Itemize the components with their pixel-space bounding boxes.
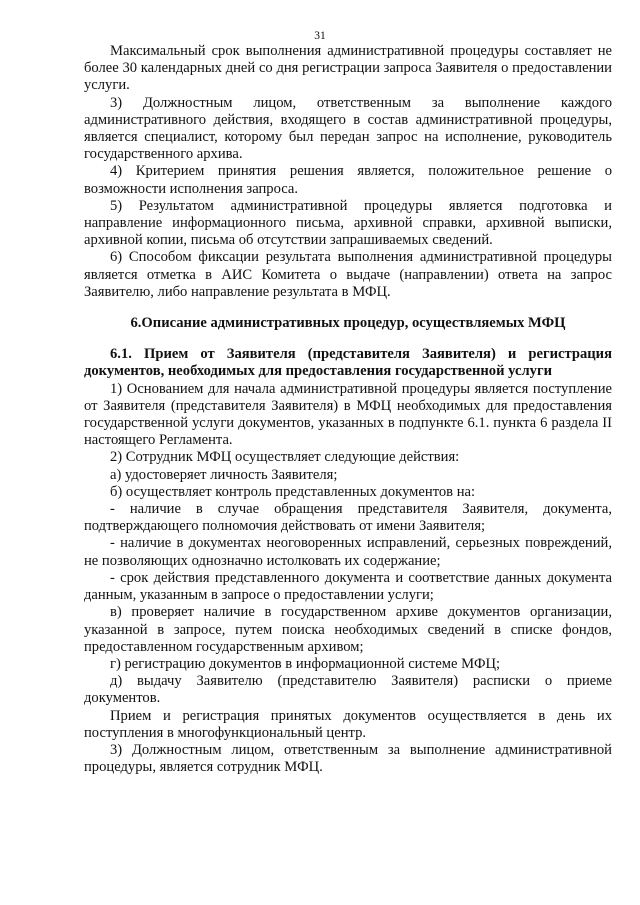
list-item-corrections-damage: - наличие в документах неоговоренных исправлений, серьезных повреждений, не позволяющих однозначно истолковать их содержание; [84, 535, 612, 569]
list-item-identity-check: а) удостоверяет личность Заявителя; [110, 466, 338, 483]
subsection-heading: 6.1. Прием от Заявителя (представителя Заявителя) и регистрация документов, необходимых для предоставления государственной услуги [84, 346, 612, 380]
paragraph-same-day-registration: Прием и регистрация принятых документов осуществляется в день их поступления в многофункциональный центр. [84, 707, 612, 741]
document-body [84, 43, 612, 776]
list-item-receipt: д) выдачу Заявителю (представителю Заявителя) расписки о приеме документов. [84, 673, 612, 707]
list-item-document-control: б) осуществляет контроль представленных документов на: [110, 483, 476, 500]
paragraph-mfc-actions: 2) Сотрудник МФЦ осуществляет следующие действия: [110, 449, 460, 466]
list-item-authority-document: - наличие в случае обращения представителя Заявителя, документа, подтверждающего полномочия действовать от имени Заявителя; [84, 501, 612, 535]
paragraph-decision-criterion: 4) Критерием принятия решения является, положительное решение о возможности исполнения запроса. [84, 163, 612, 197]
list-item-registration: г) регистрацию документов в информационной системе МФЦ; [110, 655, 501, 672]
section-heading: 6.Описание административных процедур, осуществляемых МФЦ [130, 315, 566, 332]
list-item-validity-period: - срок действия представленного документа и соответствие данных документа данным, указанным в запросе о предоставлении услуги; [84, 569, 612, 604]
list-item-archive-check: в) проверяет наличие в государственном архиве документов организации, указанной в запросе, путем поиска необходимых сведений в списке фондов, предоставленном государственным архивом; [84, 604, 612, 655]
paragraph-procedure-result: 5) Результатом административной процедуры является подготовка и направление информационного письма, архивной справки, архивной выписки, архивной копии, письма об отсутствии запрашиваемых сведений. [84, 197, 612, 249]
page-number: 31 [314, 30, 326, 42]
paragraph-mfc-responsible: 3) Должностным лицом, ответственным за выполнение административной процедуры, является сотрудник МФЦ. [84, 741, 612, 776]
paragraph-procedure-basis: 1) Основанием для начала административной процедуры является поступление от Заявителя (представителя Заявителя) в МФЦ необходимых для предоставления государственной услуги документов, указанных в подпункте 6.1. пункта 6 раздела II настоящего Регламента. [84, 380, 612, 449]
paragraph-result-recording: 6) Способом фиксации результата выполнения административной процедуры является отметка в АИС Комитета о выдаче (направлении) ответа на запрос Заявителю, либо направление результата в МФЦ. [84, 249, 612, 300]
paragraph-responsible-official: 3) Должностным лицом, ответственным за выполнение каждого административного действия, входящего в состав административной процедуры, является специалист, которому был передан запрос на исполнение, руководитель государственного архива. [84, 94, 612, 163]
paragraph-max-term: Максимальный срок выполнения административной процедуры составляет не более 30 календарных дней со дня регистрации запроса Заявителя о предоставлении услуги. [84, 43, 612, 94]
